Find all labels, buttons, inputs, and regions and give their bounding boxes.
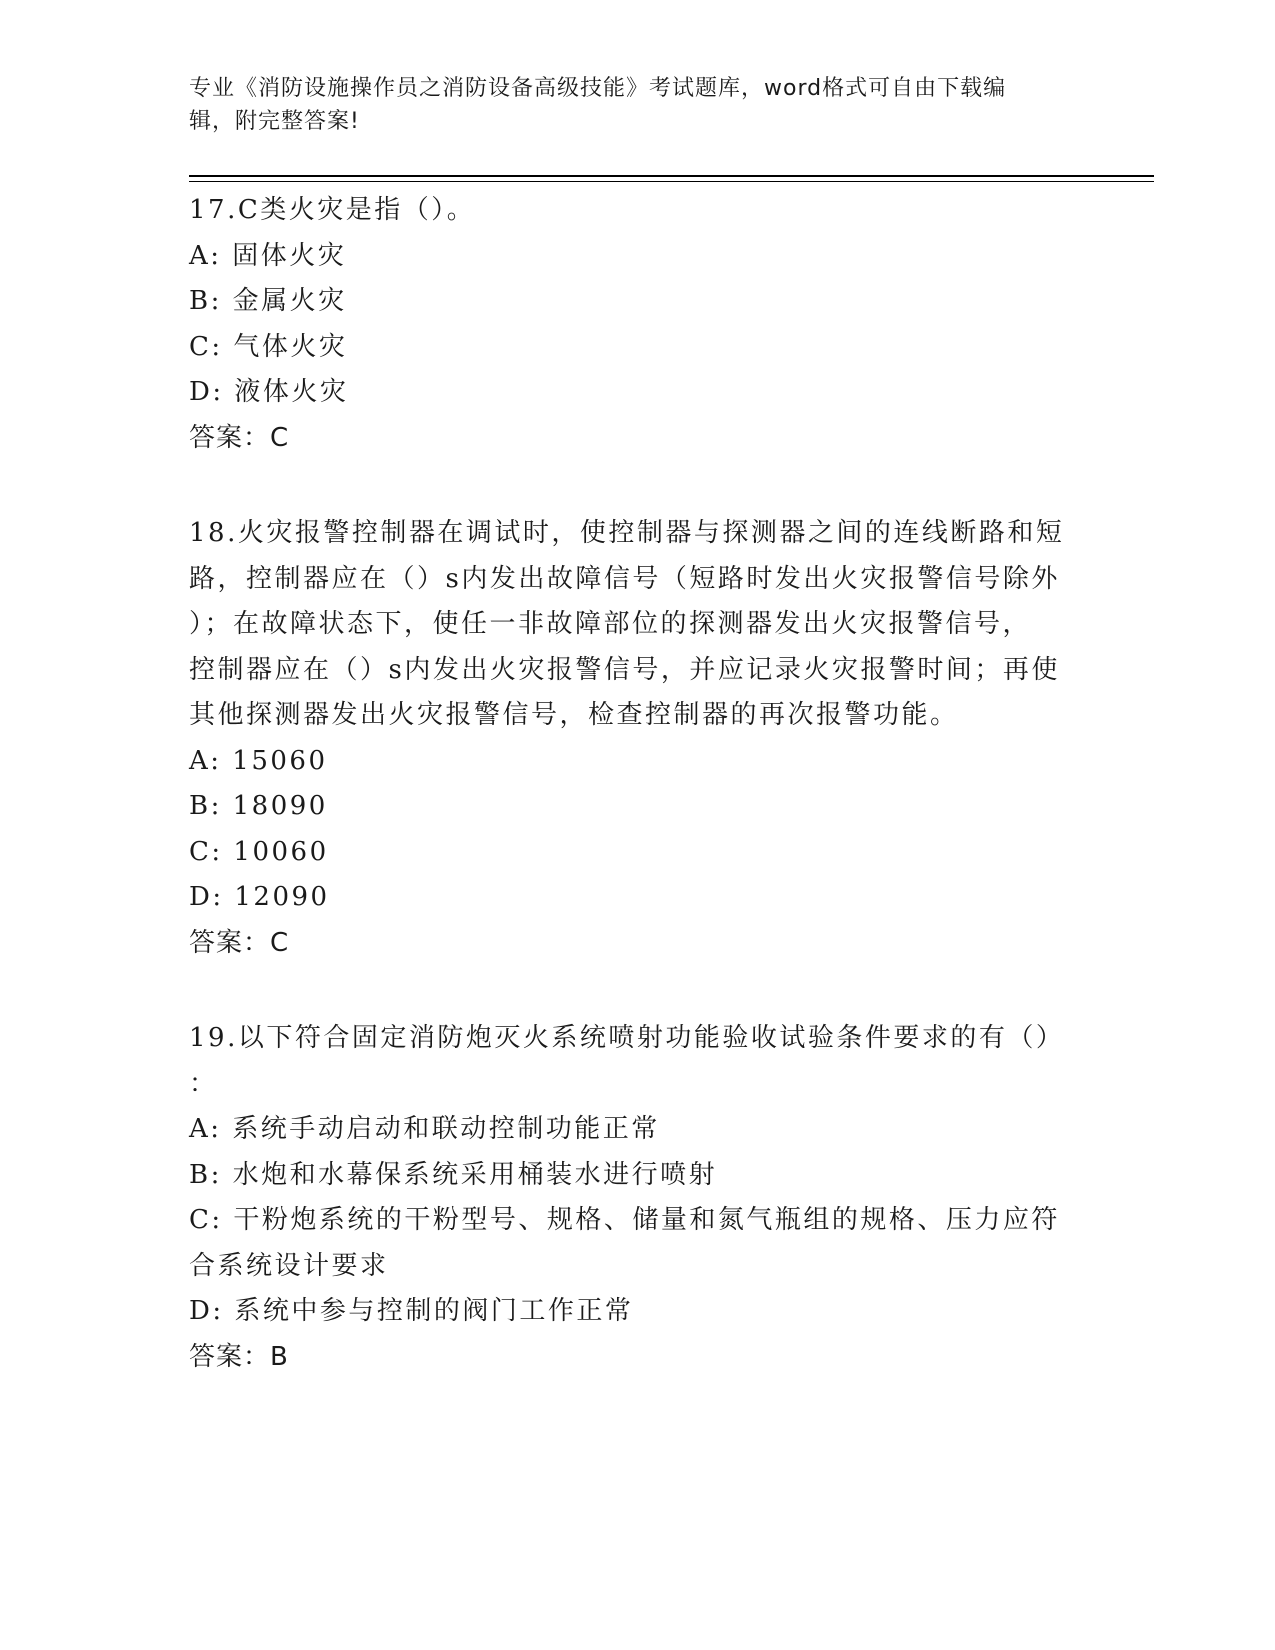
option-a: A: 固体火灾 bbox=[189, 240, 347, 271]
option-a: A: 15060 bbox=[189, 745, 328, 776]
question-stem: 19.以下符合固定消防炮灭火系统喷射功能验收试验条件要求的有（） bbox=[189, 1023, 1065, 1053]
answer-text: 答案：C bbox=[189, 927, 290, 958]
option-c-continued: 合系统设计要求 bbox=[189, 1250, 389, 1281]
option-b: B: 18090 bbox=[189, 791, 328, 821]
question-list bbox=[189, 188, 1089, 1430]
question-stem: 其他探测器发出火灾报警信号，检查控制器的再次报警功能。 bbox=[189, 700, 959, 730]
option-c: C: 干粉炮系统的干粉型号、规格、储量和氮气瓶组的规格、压力应符 bbox=[189, 1205, 1060, 1235]
option-c: C: 10060 bbox=[189, 836, 329, 867]
document-header bbox=[189, 72, 1069, 138]
header-line: 专业《消防设施操作员之消防设备高级技能》考试题库，word格式可自由下载编 bbox=[189, 76, 1007, 101]
option-d: D: 液体火灾 bbox=[189, 377, 349, 407]
question-stem: ： bbox=[189, 1068, 218, 1099]
question-stem: 路，控制器应在（）s内发出故障信号（短路时发出火灾报警信号除外 bbox=[189, 563, 1060, 594]
question-17 bbox=[189, 188, 1089, 461]
option-b: B: 水炮和水幕保系统采用桶装水进行喷射 bbox=[189, 1159, 718, 1190]
option-a: A: 系统手动启动和联动控制功能正常 bbox=[189, 1114, 660, 1144]
answer-text: 答案：C bbox=[189, 422, 290, 453]
question-stem: 控制器应在（）s内发出火灾报警信号，并应记录火灾报警时间；再使 bbox=[189, 654, 1060, 685]
answer-text: 答案：B bbox=[189, 1341, 289, 1372]
question-18 bbox=[189, 511, 1089, 966]
option-c: C: 气体火灾 bbox=[189, 331, 348, 362]
question-19 bbox=[189, 1016, 1089, 1380]
header-divider-thin bbox=[189, 181, 1154, 182]
option-d: D: 系统中参与控制的阀门工作正常 bbox=[189, 1296, 634, 1326]
option-d: D: 12090 bbox=[189, 882, 330, 912]
question-stem: ）；在故障状态下，使任一非故障部位的探测器发出火灾报警信号， bbox=[189, 609, 1032, 639]
header-line: 辑，附完整答案! bbox=[189, 109, 360, 134]
option-b: B: 金属火灾 bbox=[189, 286, 347, 316]
question-stem: 18.火灾报警控制器在调试时，使控制器与探测器之间的连线断路和短 bbox=[189, 518, 1065, 548]
header-divider-thick bbox=[189, 175, 1154, 177]
question-stem: 17.C类火灾是指（）。 bbox=[189, 195, 476, 225]
